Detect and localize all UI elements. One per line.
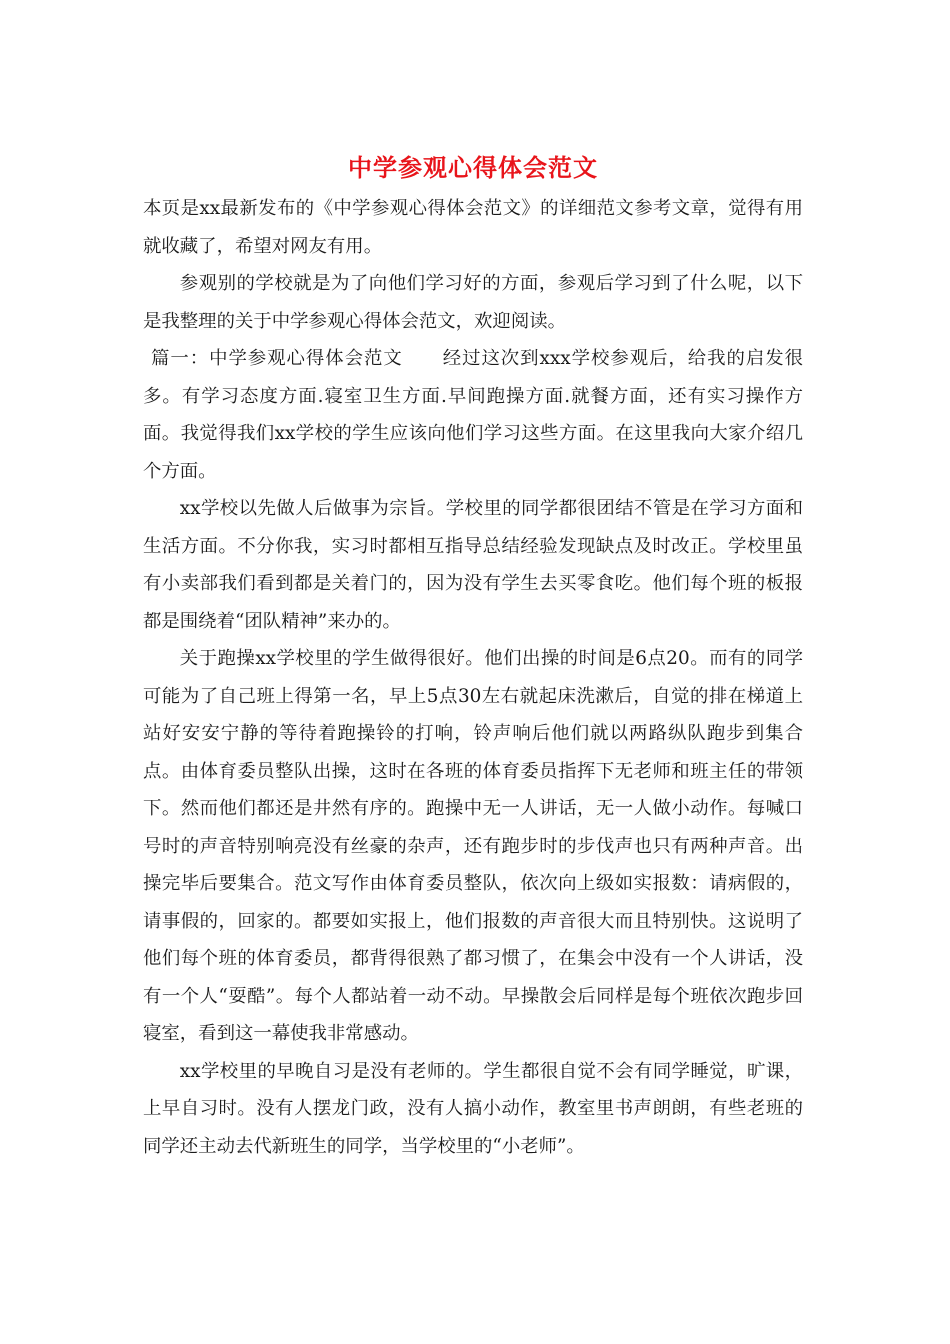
lead-paragraph: 参观别的学校就是为了向他们学习好的方面，参观后学习到了什么呢，以下是我整理的关于中学参观心得体会范文，欢迎阅读。 xyxy=(143,273,803,332)
body-paragraph-self-study: xx学校里的早晚自习是没有老师的。学生都很自觉不会有同学睡觉，旷课，上早自习时。没有人摆龙门政，没有人搞小动作，教室里书声朗朗，有些老班的同学还主动去代新班生的同学，当学校里的“小老师”。 xyxy=(143,1060,803,1157)
chapter-label: 篇一：中学参观心得体会范文 xyxy=(151,348,403,369)
document-page xyxy=(143,150,803,1165)
document-title: 中学参观心得体会范文 xyxy=(348,153,598,182)
chapter-one-text: 经过这次到xxx学校参观后，给我的启发很多。有学习态度方面.寝室卫生方面.早间跑操方面.就餐方面，还有实习操作方面。我觉得我们xx学校的学生应该向他们学习这些方面。在这里我向大家介绍几个方面。 xyxy=(143,348,803,482)
body-paragraph-morning-run: 关于跑操xx学校里的学生做得很好。他们出操的时间是6点20。而有的同学可能为了自己班上得第一名，早上5点30左右就起床洗漱后，自觉的排在梯道上站好安安宁静的等待着跑操铃的打响，铃声响后他们就以两路纵队跑步到集合点。由体育委员整队出操，这时在各班的体育委员指挥下无老师和班主任的带领下。然而他们都还是井然有序的。跑操中无一人讲话，无一人做小动作。每喊口号时的声音特别响亮没有丝豪的杂声，还有跑步时的步伐声也只有两种声音。出操完毕后要集合。范文写作由体育委员整队，依次向上级如实报数：请病假的，请事假的，回家的。都要如实报上，他们报数的声音很大而且特别快。这说明了他们每个班的体育委员，都背得很熟了都习惯了，在集会中没有一个人讲话，没有一个人“耍酷”。每个人都站着一动不动。早操散会后同样是每个班依次跑步回寝室，看到这一幕使我非常感动。 xyxy=(143,648,803,1044)
chapter-one-paragraph xyxy=(143,340,803,490)
body-paragraph-principle: xx学校以先做人后做事为宗旨。学校里的同学都很团结不管是在学习方面和生活方面。不分你我，实习时都相互指导总结经验发现缺点及时改正。学校里虽有小卖部我们看到都是关着门的，因为没有学生去买零食吃。他们每个班的板报都是围绕着“团队精神”来办的。 xyxy=(143,498,803,632)
intro-paragraph: 本页是xx最新发布的《中学参观心得体会范文》的详细范文参考文章，觉得有用就收藏了，希望对网友有用。 xyxy=(143,198,803,257)
